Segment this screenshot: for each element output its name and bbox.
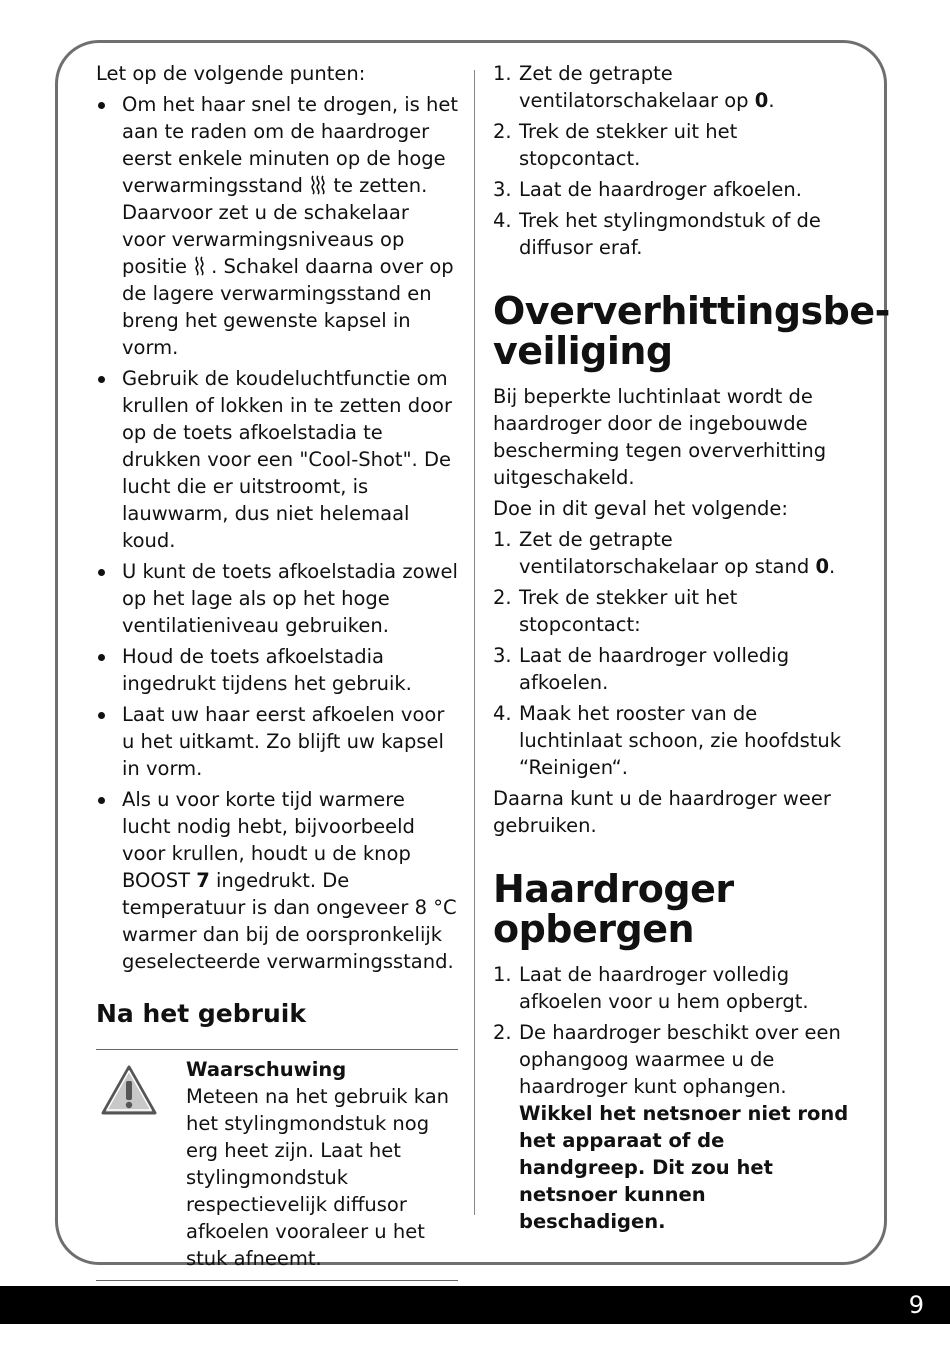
list-item: 1. Zet de getrapte ventilatorschakelaar op 0.	[493, 62, 775, 112]
steps-overheating	[493, 526, 855, 781]
warning-triangle-icon	[100, 1064, 158, 1116]
warning-text: Meteen na het gebruik kan het stylingmondstuk nog erg heet zijn. Laat het stylingmondstuk respectievelijk diffusor afkoelen vooraleer u het stuk afneemt.	[186, 1085, 450, 1270]
warning-title: Waarschuwing	[186, 1058, 347, 1081]
list-item: 3. Laat de haardroger volledig afkoelen.	[493, 644, 790, 694]
steps-storage	[493, 961, 855, 1235]
paragraph: Doe in dit geval het volgende:	[493, 497, 789, 520]
list-item: 2. De haardroger beschikt over een ophangoog waarmee u de haardroger kunt ophangen. Wikkel het netsnoer niet rond het apparaat of de handgreep. Dit zou het netsnoer kunnen beschadigen.	[493, 1021, 849, 1233]
list-item: 4. Trek het stylingmondstuk of de diffusor eraf.	[493, 209, 821, 259]
heading-storage: Haardroger opbergen	[493, 867, 734, 951]
list-item: Houd de toets afkoelstadia ingedrukt tijdens het gebruik.	[96, 643, 458, 697]
list-item: 2. Trek de stekker uit het stopcontact:	[493, 586, 738, 636]
list-item: 4. Maak het rooster van de luchtinlaat schoon, zie hoofdstuk “Reinigen“.	[493, 702, 842, 779]
paragraph: Daarna kunt u de haardroger weer gebruiken.	[493, 787, 831, 837]
list-item: 1. Zet de getrapte ventilatorschakelaar op stand 0.	[493, 528, 836, 578]
warning-box	[96, 1049, 458, 1281]
list-item: 2. Trek de stekker uit het stopcontact.	[493, 120, 738, 170]
page-number: 9	[908, 1291, 924, 1319]
paragraph: Bij beperkte luchtinlaat wordt de haardroger door de ingebouwde bescherming tegen oververhitting uitgeschakeld.	[493, 385, 827, 489]
heat-high-icon	[193, 255, 211, 277]
intro-text: Let op de volgende punten:	[96, 62, 366, 85]
list-item: Als u voor korte tijd warmere lucht nodig hebt, bijvoorbeeld voor krullen, houdt u de knop BOOST 7 ingedrukt. De temperatuur is dan ongeveer 8 °C warmer dan bij de oorspronkelijk geselecteerde verwarmingsstand.	[96, 786, 458, 975]
tips-list	[96, 91, 458, 975]
column-divider	[474, 70, 475, 1215]
steps-after-use	[493, 60, 855, 261]
list-item: 1. Laat de haardroger volledig afkoelen voor u hem opbergt.	[493, 963, 809, 1013]
left-column	[96, 60, 458, 1281]
heading-overheating-protection: Oververhittingsbe-veiliging	[493, 289, 890, 373]
list-item: Laat uw haar eerst afkoelen voor u het uitkamt. Zo blijft uw kapsel in vorm.	[96, 701, 458, 782]
list-item: Gebruik de koudeluchtfunctie om krullen of lokken in te zetten door op de toets afkoelstadia te drukken voor een "Cool-Shot". De lucht die er uitstroomt, is lauwwarm, dus niet helemaal koud.	[96, 365, 458, 554]
list-item: Om het haar snel te drogen, is het aan te raden om de haardroger eerst enkele minuten op de hoge verwarmingsstand te zetten. Daarvoor zet u de schakelaar voor verwarmingsniveaus op positie . Schakel daarna over op de lagere verwarmingsstand en breng het gewenste kapsel in vorm.	[96, 91, 458, 361]
list-item: U kunt de toets afkoelstadia zowel op het lage als op het hoge ventilatieniveau gebruiken.	[96, 558, 458, 639]
list-item: 3. Laat de haardroger afkoelen.	[493, 178, 802, 201]
footer-bar	[0, 1286, 950, 1324]
section-title-after-use: Na het gebruik	[96, 999, 306, 1028]
heat-high-icon	[309, 174, 327, 196]
right-column	[493, 60, 890, 1239]
